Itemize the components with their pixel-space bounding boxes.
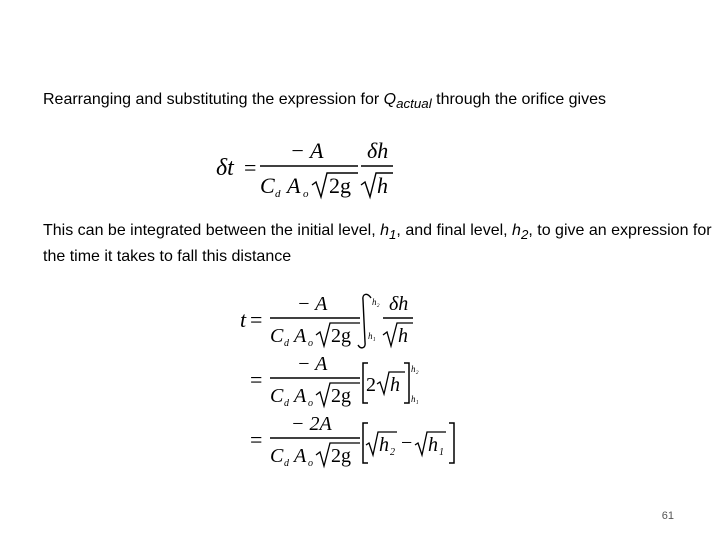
eq1-two-g: 2g bbox=[329, 173, 351, 198]
eq2-l1-a: A bbox=[294, 325, 307, 347]
eq1-c: C bbox=[260, 173, 275, 198]
intro-text-before: Rearranging and substituting the expression for bbox=[43, 91, 384, 108]
eq1-a-sub: o bbox=[303, 188, 309, 200]
right-bracket-icon bbox=[404, 363, 409, 403]
equation-delta-t bbox=[210, 133, 410, 203]
eq2-l2-two-g: 2g bbox=[331, 385, 351, 407]
eq2-l3-h1: h bbox=[428, 434, 438, 456]
page-number: 61 bbox=[661, 510, 674, 522]
eq1-numerator: − A bbox=[290, 138, 324, 163]
eq2-l1-a-sub: o bbox=[308, 338, 313, 349]
eq2-l2-c: C bbox=[270, 385, 284, 407]
eq2-l3-a: A bbox=[294, 445, 307, 467]
eq2-equals-3: = bbox=[250, 427, 263, 452]
integral-upper-limit: h₂ bbox=[372, 297, 380, 307]
h2-subscript: 2 bbox=[520, 227, 529, 243]
eq2-l1-c-sub: d bbox=[284, 338, 289, 349]
eq2-lhs: t bbox=[240, 307, 247, 332]
h2-symbol: h bbox=[512, 222, 521, 239]
left-bracket-icon-2 bbox=[363, 423, 368, 463]
eq2-l2-numerator: − A bbox=[297, 353, 328, 375]
eq2-l3-h1-sub: 1 bbox=[439, 447, 444, 458]
eq1-den-h: h bbox=[377, 173, 388, 198]
eq2-equals-2: = bbox=[250, 367, 263, 392]
eq2-l3-c-sub: d bbox=[284, 458, 289, 469]
eq2-l1-c: C bbox=[270, 325, 284, 347]
eq2-l2-two: 2 bbox=[366, 374, 376, 396]
eq2-l2-a-sub: o bbox=[308, 398, 313, 409]
eq1-c-sub: d bbox=[275, 188, 281, 200]
eq2-l3-h2: h bbox=[379, 434, 389, 456]
eq2-l2-h: h bbox=[390, 374, 400, 396]
eq1-a: A bbox=[287, 173, 301, 198]
eq2-l3-numerator: − 2A bbox=[291, 413, 332, 435]
integral-lower-limit: h₁ bbox=[368, 331, 376, 341]
eq1-numerator-2: δh bbox=[367, 138, 389, 163]
integration-text-1: This can be integrated between the initial level, bbox=[43, 222, 381, 239]
eq2-l3-two-g: 2g bbox=[331, 445, 351, 467]
eq2-l3-c: C bbox=[270, 445, 284, 467]
integration-text-2: , and final level, bbox=[396, 222, 513, 239]
eq2-equals-1: = bbox=[250, 307, 263, 332]
q-subscript: actual bbox=[396, 96, 432, 112]
eq1-lhs: δt bbox=[216, 155, 234, 181]
h1-subscript: 1 bbox=[389, 227, 397, 243]
h1-symbol: h bbox=[380, 222, 389, 239]
intro-text-after: through the orifice gives bbox=[431, 91, 607, 108]
bracket-upper-limit: h₂ bbox=[411, 364, 419, 374]
integration-paragraph bbox=[43, 220, 720, 268]
eq1-equals: = bbox=[244, 155, 257, 180]
equation-time bbox=[235, 290, 475, 475]
eq2-l3-h2-sub: 2 bbox=[390, 447, 395, 458]
eq2-l3-minus: − bbox=[401, 432, 413, 454]
eq2-l2-c-sub: d bbox=[284, 398, 289, 409]
eq2-l1-two-g: 2g bbox=[331, 325, 351, 347]
right-bracket-icon-2 bbox=[449, 423, 454, 463]
eq2-l3-a-sub: o bbox=[308, 458, 313, 469]
q-symbol: Q bbox=[383, 91, 397, 108]
eq2-l1-numerator-2: δh bbox=[389, 293, 409, 315]
eq2-l1-numerator: − A bbox=[297, 293, 328, 315]
intro-paragraph bbox=[43, 89, 606, 115]
bracket-lower-limit: h₁ bbox=[411, 394, 419, 404]
eq2-l2-a: A bbox=[294, 385, 307, 407]
eq2-l1-den-h: h bbox=[398, 325, 408, 347]
integration-text-3: , to give an expression for the time it takes to fall this distance bbox=[43, 222, 712, 266]
